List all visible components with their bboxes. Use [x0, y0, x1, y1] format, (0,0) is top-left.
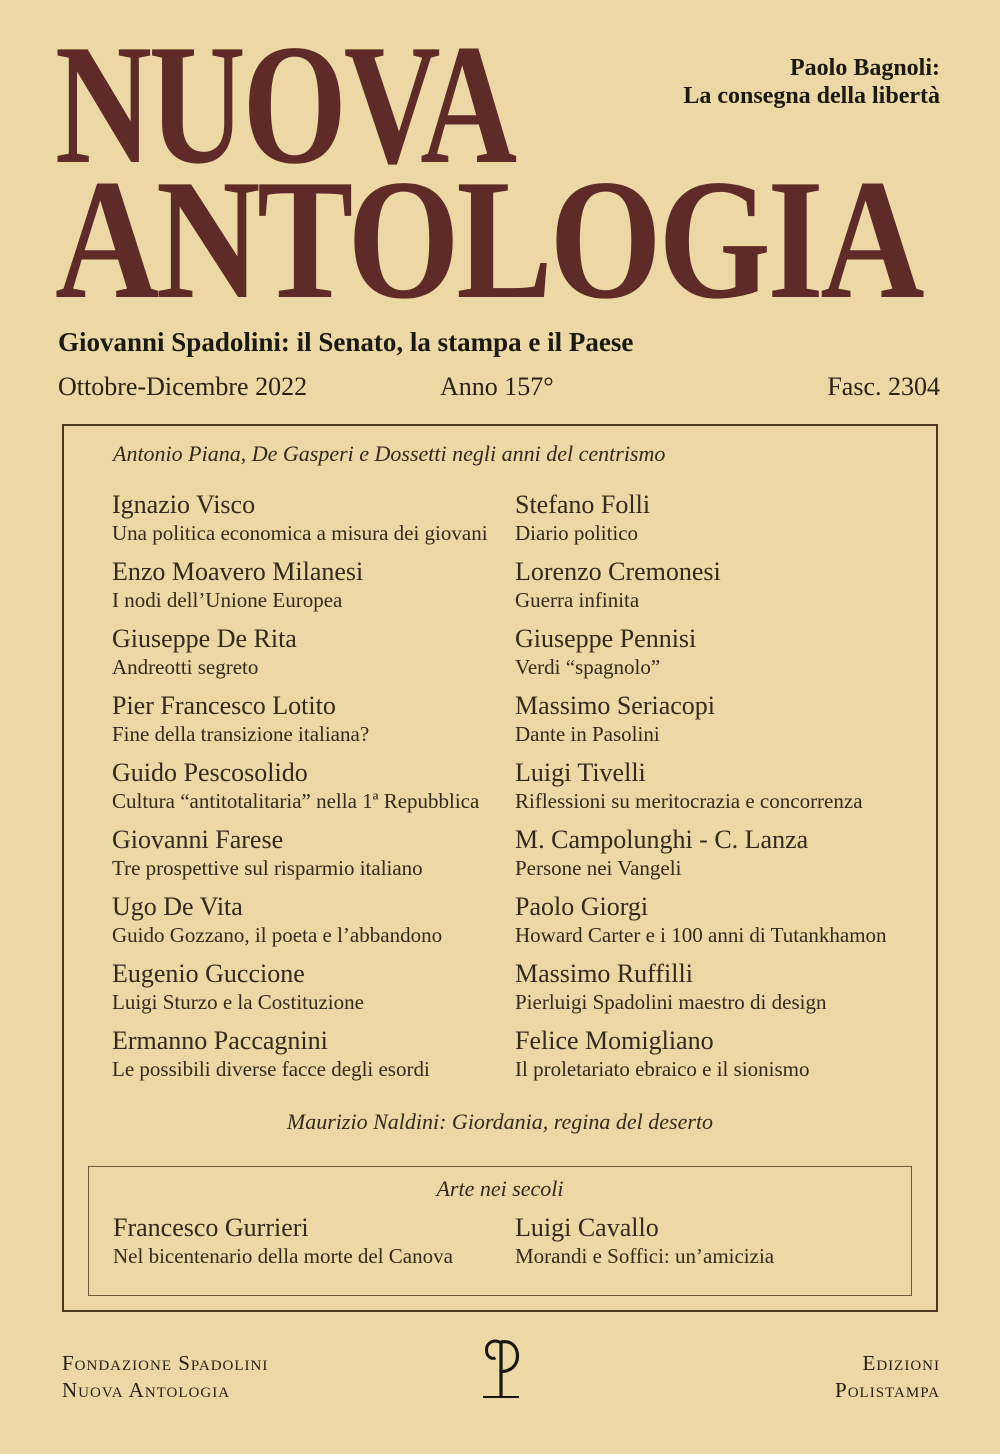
- arte-entry: [113, 1213, 509, 1269]
- footer-publisher-left: [62, 1350, 268, 1404]
- toc-entry: [515, 1026, 912, 1082]
- toc-entry-title: I nodi dell’Unione Europea: [112, 588, 343, 612]
- toc-entry: [112, 758, 509, 814]
- contents-box: [62, 424, 938, 1312]
- toc-entry-author: M. Campolunghi - C. Lanza: [515, 825, 809, 854]
- toc-entry-author: Enzo Moavero Milanesi: [112, 557, 364, 586]
- masthead-line1: NUOVA: [55, 10, 515, 200]
- toc-entry-author: Ermanno Paccagnini: [112, 1026, 328, 1055]
- toc-entry-title: Il proletariato ebraico e il sionismo: [515, 1057, 810, 1081]
- footer-right-line2: Polistampa: [835, 1378, 940, 1402]
- arte-heading: Arte nei secoli: [436, 1176, 564, 1201]
- toc-entry-title: Diario politico: [515, 521, 639, 545]
- toc-entry-author: Giuseppe De Rita: [112, 624, 297, 653]
- toc-entry: [112, 959, 509, 1015]
- masthead-line2: ANTOLOGIA: [55, 145, 922, 335]
- toc-entry: [112, 892, 509, 948]
- arte-entry-author: Luigi Cavallo: [515, 1213, 659, 1242]
- issue-fascicle: Fasc. 2304: [827, 372, 940, 401]
- toc-entry: [112, 557, 509, 613]
- toc-entry: [112, 624, 509, 680]
- toc-entry-title: Una politica economica a misura dei giovani: [112, 521, 488, 545]
- toc-entry-author: Ignazio Visco: [112, 490, 256, 519]
- arte-nei-secoli-box: [88, 1166, 912, 1296]
- toc-entry-author: Massimo Ruffilli: [515, 959, 693, 988]
- toc-entry: [515, 892, 912, 948]
- toc-entry: [515, 758, 912, 814]
- toc-entry: [515, 624, 912, 680]
- polistampa-logo-icon: [479, 1336, 523, 1400]
- toc-entry: [515, 691, 912, 747]
- toc-entry-title: Persone nei Vangeli: [515, 856, 682, 880]
- issue-period: Ottobre-Dicembre 2022: [58, 372, 308, 401]
- toc-entry: [515, 825, 912, 881]
- arte-entry-author: Francesco Gurrieri: [113, 1213, 309, 1242]
- toc-entry-title: Guerra infinita: [515, 588, 640, 612]
- toc-entry: [515, 490, 912, 546]
- toc-entry-title: Cultura “antitotalitaria” nella 1ª Repubblica: [112, 789, 480, 813]
- toc-entry: [515, 959, 912, 1015]
- arte-entry-title: Morandi e Soffici: un’amicizia: [515, 1244, 775, 1268]
- contents-lead: Antonio Piana, De Gasperi e Dossetti negli anni del centrismo: [113, 441, 666, 466]
- footer-right-line1: Edizioni: [862, 1351, 940, 1375]
- toc-entry-title: Le possibili diverse facce degli esordi: [112, 1057, 430, 1081]
- arte-entry: [515, 1213, 911, 1269]
- toc-entry-title: Andreotti segreto: [112, 655, 259, 679]
- toc-entry: [112, 490, 509, 546]
- toc-entry-title: Guido Gozzano, il poeta e l’abbandono: [112, 923, 443, 947]
- toc-entry: [515, 557, 912, 613]
- toc-entry-title: Luigi Sturzo e la Costituzione: [112, 990, 364, 1014]
- issue-line: [58, 372, 940, 402]
- toc-entry-author: Eugenio Guccione: [112, 959, 305, 988]
- toc-entry-title: Tre prospettive sul risparmio italiano: [112, 856, 423, 880]
- toc-entry-author: Luigi Tivelli: [515, 758, 646, 787]
- toc-entry-title: Fine della transizione italiana?: [112, 722, 370, 746]
- toc-entry-title: Verdi “spagnolo”: [515, 655, 661, 679]
- contents-grid: [88, 490, 912, 1082]
- toc-entry-title: Howard Carter e i 100 anni di Tutankhamon: [515, 923, 887, 947]
- toc-entry: [112, 1026, 509, 1082]
- top-note-line1: Paolo Bagnoli:: [789, 55, 940, 81]
- arte-entry-title: Nel bicentenario della morte del Canova: [113, 1244, 453, 1268]
- toc-entry: [112, 825, 509, 881]
- toc-entry-author: Guido Pescosolido: [112, 758, 308, 787]
- toc-entry-author: Stefano Folli: [515, 490, 651, 519]
- toc-entry-author: Lorenzo Cremonesi: [515, 557, 721, 586]
- toc-entry-title: Dante in Pasolini: [515, 722, 660, 746]
- toc-entry-title: Pierluigi Spadolini maestro di design: [515, 990, 827, 1014]
- footer-left-line1: Fondazione Spadolini: [62, 1351, 269, 1375]
- arte-grid: [89, 1213, 911, 1269]
- toc-entry-author: Massimo Seriacopi: [515, 691, 716, 720]
- footer-publisher-right: [835, 1350, 940, 1404]
- toc-entry-author: Felice Momigliano: [515, 1026, 714, 1055]
- toc-entry-author: Paolo Giorgi: [515, 892, 649, 921]
- toc-entry-author: Ugo De Vita: [112, 892, 243, 921]
- toc-entry-title: Riflessioni su meritocrazia e concorrenza: [515, 789, 863, 813]
- top-note: [683, 54, 940, 110]
- cover-subtitle: Giovanni Spadolini: il Senato, la stampa e il Paese: [58, 327, 634, 357]
- toc-entry: [112, 691, 509, 747]
- toc-entry-author: Giuseppe Pennisi: [515, 624, 697, 653]
- contents-closing: Maurizio Naldini: Giordania, regina del deserto: [286, 1109, 714, 1134]
- footer-left-line2: Nuova Antologia: [62, 1378, 231, 1402]
- toc-entry-author: Pier Francesco Lotito: [112, 691, 336, 720]
- toc-entry-author: Giovanni Farese: [112, 825, 284, 854]
- top-note-line2: La consegna della libertà: [683, 83, 940, 109]
- issue-year: Anno 157°: [440, 372, 554, 401]
